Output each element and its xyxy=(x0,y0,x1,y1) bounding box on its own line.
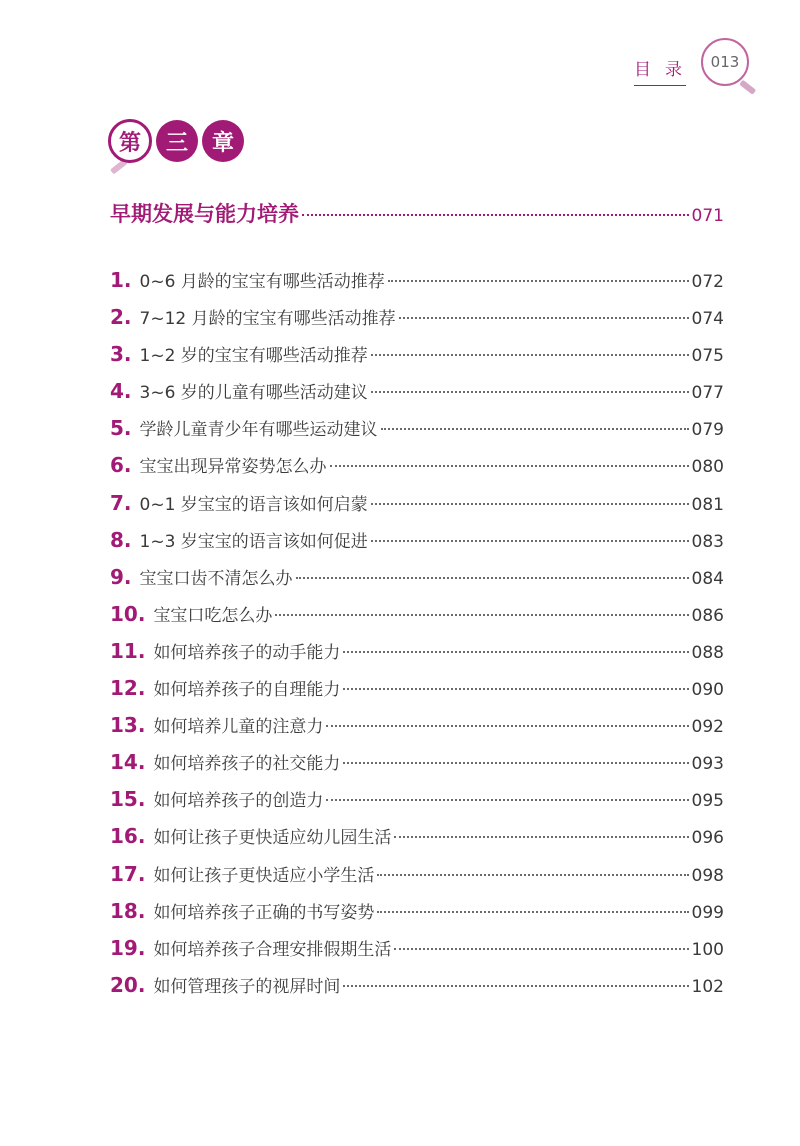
entry-page: 099 xyxy=(691,902,724,923)
section-heading[interactable] xyxy=(110,198,724,228)
page-number: 013 xyxy=(710,53,740,71)
entry-number: 15. xyxy=(110,787,146,812)
toc-entry[interactable] xyxy=(110,898,724,935)
entry-page: 086 xyxy=(691,605,724,626)
entry-number: 13. xyxy=(110,713,146,738)
entry-title: 如何培养孩子的社交能力 xyxy=(153,754,341,775)
entry-page: 090 xyxy=(691,680,724,701)
dot-leader xyxy=(343,762,688,764)
toc-entry[interactable] xyxy=(110,935,724,972)
toc-entry[interactable] xyxy=(110,490,724,527)
toc-entry[interactable] xyxy=(110,638,724,675)
dot-leader xyxy=(377,874,688,876)
entry-title: 如何培养孩子的动手能力 xyxy=(153,642,341,663)
toc-entry[interactable] xyxy=(110,712,724,749)
toc-entry[interactable] xyxy=(110,527,724,564)
dot-leader xyxy=(275,614,688,616)
dot-leader xyxy=(371,503,689,505)
chapter-badge xyxy=(108,119,248,163)
entry-number: 2. xyxy=(110,305,132,330)
entry-title: 如何培养孩子合理安排假期生活 xyxy=(153,939,392,960)
dot-leader xyxy=(371,540,689,542)
dot-leader xyxy=(394,948,688,950)
entry-title: 如何管理孩子的视屏时间 xyxy=(153,976,341,997)
dot-leader xyxy=(326,799,688,801)
toc-entry[interactable] xyxy=(110,786,724,823)
entry-title: 3~6 岁的儿童有哪些活动建议 xyxy=(139,383,368,404)
toc-entry[interactable] xyxy=(110,304,724,341)
dot-leader xyxy=(326,725,688,727)
dot-leader xyxy=(381,428,689,430)
entry-page: 096 xyxy=(691,828,724,849)
entry-number: 4. xyxy=(110,379,132,404)
entry-title: 如何让孩子更快适应小学生活 xyxy=(153,865,375,886)
entry-page: 080 xyxy=(691,457,724,478)
toc-entry[interactable] xyxy=(110,749,724,786)
chapter-char-3: 章 xyxy=(202,120,244,162)
toc-entry[interactable] xyxy=(110,675,724,712)
dot-leader xyxy=(296,577,689,579)
entry-title: 宝宝口齿不清怎么办 xyxy=(139,568,293,589)
magnifier-handle-icon xyxy=(739,80,756,95)
entry-page: 095 xyxy=(691,791,724,812)
toc-entry[interactable] xyxy=(110,415,724,452)
entry-number: 10. xyxy=(110,601,146,626)
entry-number: 16. xyxy=(110,824,146,849)
entry-number: 17. xyxy=(110,861,146,886)
toc-entry[interactable] xyxy=(110,601,724,638)
entry-page: 079 xyxy=(691,420,724,441)
entry-title: 学龄儿童青少年有哪些运动建议 xyxy=(139,420,378,441)
section-title: 早期发展与能力培养 xyxy=(110,202,299,226)
entry-title: 如何培养孩子正确的书写姿势 xyxy=(153,902,375,923)
entry-title: 0~1 岁宝宝的语言该如何启蒙 xyxy=(139,494,368,515)
page-number-circle xyxy=(701,38,749,86)
toc-entry[interactable] xyxy=(110,823,724,860)
entry-number: 3. xyxy=(110,342,132,367)
entry-number: 19. xyxy=(110,935,146,960)
entry-title: 如何让孩子更快适应幼儿园生活 xyxy=(153,828,392,849)
entry-page: 074 xyxy=(691,309,724,330)
dot-leader xyxy=(371,391,689,393)
entry-number: 1. xyxy=(110,268,132,292)
entry-title: 1~2 岁的宝宝有哪些活动推荐 xyxy=(139,346,368,367)
entry-title: 如何培养儿童的注意力 xyxy=(153,717,324,738)
toc-entry[interactable] xyxy=(110,564,724,601)
toc-entry[interactable] xyxy=(110,452,724,489)
entry-number: 11. xyxy=(110,638,146,663)
entry-number: 5. xyxy=(110,416,132,441)
chapter-char-2: 三 xyxy=(156,120,198,162)
toc-entry[interactable] xyxy=(110,861,724,898)
entry-number: 14. xyxy=(110,750,146,775)
entry-title: 7~12 月龄的宝宝有哪些活动推荐 xyxy=(139,309,396,330)
toc-entry[interactable] xyxy=(110,378,724,415)
dot-leader xyxy=(388,280,689,282)
entry-page: 075 xyxy=(691,346,724,367)
entry-number: 20. xyxy=(110,972,146,997)
chapter-char-1: 第 xyxy=(108,119,152,163)
entry-title: 宝宝口吃怎么办 xyxy=(153,605,273,626)
dot-leader xyxy=(330,465,689,467)
entry-page: 081 xyxy=(691,494,724,515)
dot-leader xyxy=(399,317,689,319)
toc-entry[interactable] xyxy=(110,267,724,304)
entry-page: 083 xyxy=(691,531,724,552)
entry-page: 098 xyxy=(691,865,724,886)
section-page-number: 071 xyxy=(691,206,724,226)
header-title: 目录 xyxy=(634,60,696,80)
entry-number: 6. xyxy=(110,453,132,478)
toc-entry[interactable] xyxy=(110,341,724,378)
entry-title: 0~6 月龄的宝宝有哪些活动推荐 xyxy=(139,272,385,292)
toc-list xyxy=(110,267,724,1009)
header-underline xyxy=(634,85,686,86)
entry-number: 9. xyxy=(110,564,132,589)
dot-leader xyxy=(394,836,688,838)
entry-page: 072 xyxy=(691,272,724,292)
entry-number: 18. xyxy=(110,898,146,923)
entry-page: 084 xyxy=(691,568,724,589)
entry-number: 7. xyxy=(110,490,132,515)
toc-entry[interactable] xyxy=(110,972,724,1009)
entry-page: 077 xyxy=(691,383,724,404)
dot-leader xyxy=(302,214,689,216)
entry-number: 12. xyxy=(110,676,146,701)
entry-page: 100 xyxy=(691,939,724,960)
dot-leader xyxy=(343,985,688,987)
entry-title: 如何培养孩子的自理能力 xyxy=(153,680,341,701)
entry-page: 092 xyxy=(691,717,724,738)
entry-title: 1~3 岁宝宝的语言该如何促进 xyxy=(139,531,368,552)
entry-page: 102 xyxy=(691,976,724,997)
entry-title: 如何培养孩子的创造力 xyxy=(153,791,324,812)
entry-title: 宝宝出现异常姿势怎么办 xyxy=(139,457,327,478)
dot-leader xyxy=(343,688,688,690)
entry-number: 8. xyxy=(110,527,132,552)
dot-leader xyxy=(377,911,688,913)
entry-page: 088 xyxy=(691,642,724,663)
dot-leader xyxy=(343,651,688,653)
dot-leader xyxy=(371,354,689,356)
entry-page: 093 xyxy=(691,754,724,775)
